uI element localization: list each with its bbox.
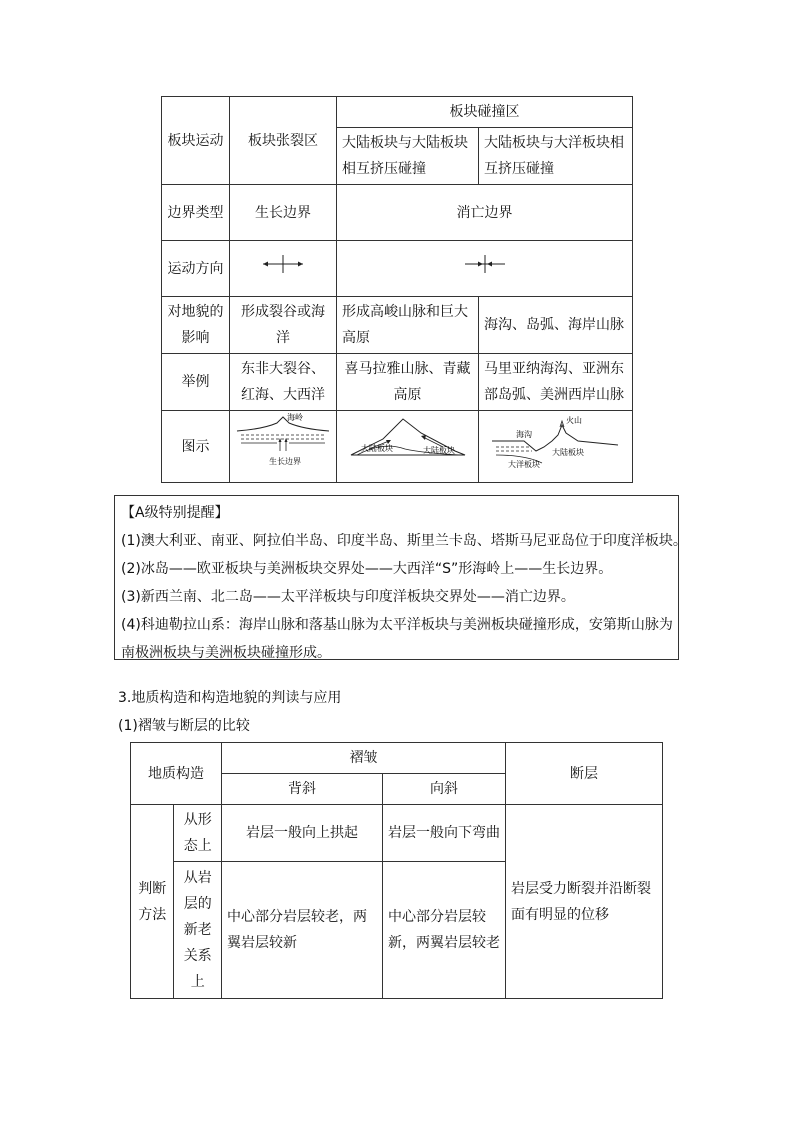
collision-diagram [337,411,479,483]
boundary-rift: 生长边界 [230,185,337,241]
collision-right-label: 大陆板块 [422,446,455,455]
divergent-arrows-icon [260,254,306,274]
example-continent-continent: 喜马拉雅山脉、青藏高原 [337,354,479,411]
shape-label: 从形态上 [174,805,222,862]
example-rift: 东非大裂谷、红海、大西洋 [230,354,337,411]
convergent-arrows-icon [337,241,633,297]
continent-collision-illustration [343,411,473,473]
special-reminder-box [114,495,687,661]
header-rift-zone: 板块张裂区 [230,97,337,185]
reminder-item: (2)冰岛——欧亚板块与美洲板块交界处——大西洋“S”形海岭上——生长边界。 [121,561,613,577]
rift-diagram [230,411,337,483]
header-collision-zone: 板块碰撞区 [337,97,633,128]
reminder-item: 南极洲板块与美洲板块碰撞形成。 [121,645,331,661]
convergent-arrows-icon [462,254,508,274]
reminder-title: 【A级特别提醒】 [121,505,229,521]
age-syncline: 中心部分岩层较新，两翼岩层较老 [383,862,506,999]
subduction-trench-label: 海沟 [515,430,532,439]
fold-fault-comparison-table [130,742,663,999]
example-continent-ocean: 马里亚纳海沟、亚洲东部岛弧、美洲西岸山脉 [479,354,633,411]
row-label-landform: 对地貌的影响 [162,297,230,354]
age-relation-label: 从岩层的新老关系上 [174,862,222,999]
shape-syncline: 岩层一般向下弯曲 [383,805,506,862]
header-plate-motion: 板块运动 [162,97,230,185]
plate-motion-table [161,96,633,483]
landform-continent-ocean: 海沟、岛弧、海岸山脉 [479,297,633,354]
subduction-continent-plate-label: 大陆板块 [551,448,584,457]
header-fold: 褶皱 [222,743,506,774]
reminder-item: (1)澳大利亚、南亚、阿拉伯半岛、印度半岛、斯里兰卡岛、塔斯马尼亚岛位于印度洋板块。 [121,533,687,549]
divergent-arrows-icon [230,241,337,297]
header-fault: 断层 [506,743,663,805]
reminder-item: (4)科迪勒拉山系：海岸山脉和落基山脉为太平洋板块与美洲板块碰撞形成，安第斯山脉为 [121,617,673,633]
rift-ridge-label: 海岭 [287,413,303,422]
shape-anticline: 岩层一般向上拱起 [222,805,383,862]
section-heading: 3.地质构造和构造地貌的判读与应用 [118,690,342,706]
fault-description: 岩层受力断裂并沿断裂面有明显的位移 [506,805,663,999]
age-anticline: 中心部分岩层较老，两翼岩层较新 [222,862,383,999]
subduction-illustration [486,411,626,473]
row-label-direction: 运动方向 [162,241,230,297]
judge-method-label: 判断方法 [131,805,174,999]
header-continent-ocean: 大陆板块与大洋板块相互挤压碰撞 [479,128,633,185]
header-syncline: 向斜 [383,774,506,805]
row-label-diagram: 图示 [162,411,230,483]
rift-diagram-illustration [233,411,333,473]
landform-continent-continent: 形成高峻山脉和巨大高原 [337,297,479,354]
subduction-diagram [479,411,633,483]
header-geological-structure: 地质构造 [131,743,222,805]
header-continent-continent: 大陆板块与大陆板块相互挤压碰撞 [337,128,479,185]
collision-left-label: 大陆板块 [360,444,393,453]
subduction-volcano-label: 火山 [565,416,582,425]
landform-rift: 形成裂谷或海洋 [230,297,337,354]
subsection-heading: (1)褶皱与断层的比较 [118,718,250,734]
rift-boundary-label: 生长边界 [269,457,301,466]
subduction-ocean-plate-label: 大洋板块 [507,460,540,469]
row-label-example: 举例 [162,354,230,411]
boundary-collision: 消亡边界 [337,185,633,241]
row-label-boundary-type: 边界类型 [162,185,230,241]
reminder-item: (3)新西兰南、北二岛——太平洋板块与印度洋板块交界处——消亡边界。 [121,589,575,605]
header-anticline: 背斜 [222,774,383,805]
